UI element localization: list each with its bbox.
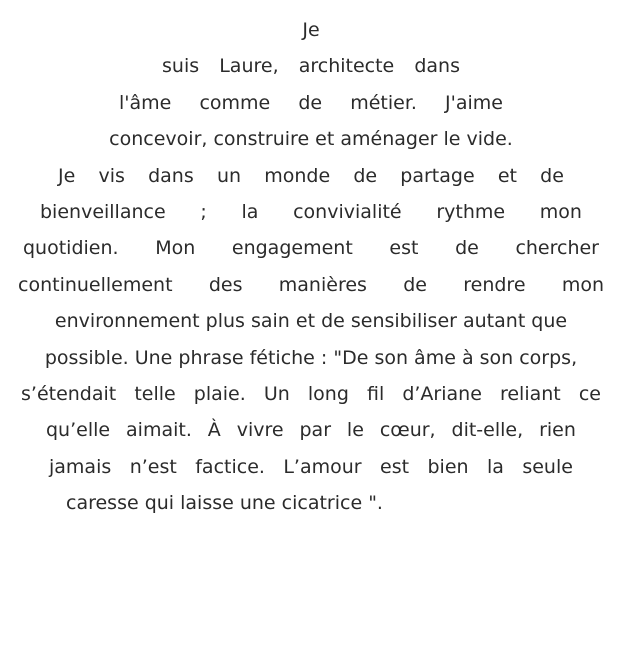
poem-word: quotidien. (23, 237, 119, 260)
poem-word: l'âme (119, 91, 172, 114)
poem-word: de (298, 91, 323, 114)
poem-word: et (497, 164, 517, 187)
poem-word: architecte (298, 55, 395, 78)
poem-word: mon (561, 273, 604, 296)
poem-line: concevoir, construire et aménager le vide. (109, 128, 513, 151)
poem-word: Un (263, 382, 290, 405)
poem-word: rien (539, 419, 576, 442)
poem-word: monde (264, 164, 331, 187)
poem-word: vivre (236, 419, 284, 442)
poem-word: factice. (195, 455, 265, 478)
poem-word: un (216, 164, 242, 187)
poem-word: suis (162, 55, 200, 78)
poem-word: dans (414, 55, 460, 78)
poem-word: rythme (436, 200, 506, 223)
poem-word: chercher (515, 237, 599, 260)
poem-word: la (487, 455, 504, 478)
poem-line (18, 267, 604, 303)
poem-word: L’amour (283, 455, 362, 478)
poem-word: qu’elle (46, 419, 111, 442)
poem-word: plaie. (193, 382, 246, 405)
poem-word: par (299, 419, 331, 442)
poem-word: est (380, 455, 410, 478)
poem-word: vis (98, 164, 125, 187)
poem-word: J'aime (445, 91, 503, 114)
poem-word: À (207, 419, 221, 442)
poem-line (58, 158, 564, 194)
poem-word: Je (58, 164, 76, 187)
poem-word: des (208, 273, 243, 296)
poem-word: métier. (350, 91, 417, 114)
poem-word: s’étendait (21, 382, 117, 405)
poem-line (162, 48, 460, 84)
poem-word: est (389, 237, 419, 260)
poem-line (46, 412, 576, 448)
poem-line (21, 376, 601, 412)
poem-word: comme (199, 91, 271, 114)
poem-word: ce (578, 382, 601, 405)
poem-word: ; (200, 200, 207, 223)
poem-word: mon (539, 200, 582, 223)
poem-word: telle (134, 382, 176, 405)
poem-word: le (346, 419, 364, 442)
poem-word: continuellement (18, 273, 173, 296)
poem-line (40, 194, 582, 230)
poem-word: de (403, 273, 427, 296)
poem-word: de (353, 164, 378, 187)
poem-word: dans (148, 164, 194, 187)
poem-word: rendre (463, 273, 526, 296)
poem-word: d’Ariane (402, 382, 482, 405)
poem-word: dit-elle, (451, 419, 524, 442)
poem-word: Mon (155, 237, 196, 260)
poem-line: caresse qui laisse une cicatrice ". (66, 492, 383, 515)
poem-word: fil (367, 382, 385, 405)
poem-word: partage (400, 164, 475, 187)
poem-line (23, 230, 599, 266)
poem-text-block (0, 12, 622, 521)
poem-word: la (241, 200, 259, 223)
poem-word: seule (522, 455, 573, 478)
poem-word: long (307, 382, 349, 405)
poem-line (119, 85, 503, 121)
poem-word: jamais (49, 455, 112, 478)
poem-word: convivialité (293, 200, 402, 223)
poem-word: bien (427, 455, 469, 478)
poem-word: bienveillance (40, 200, 166, 223)
poem-word: cœur, (379, 419, 436, 442)
poem-line: possible. Une phrase fétiche : "De son âme à son corps, (44, 346, 578, 369)
poem-word: Laure, (219, 55, 279, 78)
poem-line: environnement plus sain et de sensibiliser autant que (54, 310, 568, 333)
poem-word: de (540, 164, 564, 187)
poem-word: de (455, 237, 479, 260)
poem-word: aimait. (126, 419, 192, 442)
poem-word: engagement (231, 237, 353, 260)
poem-word: manières (278, 273, 367, 296)
poem-word: reliant (499, 382, 561, 405)
poem-line: Je (302, 19, 320, 41)
poem-line (49, 449, 573, 485)
poem-word: n’est (129, 455, 177, 478)
